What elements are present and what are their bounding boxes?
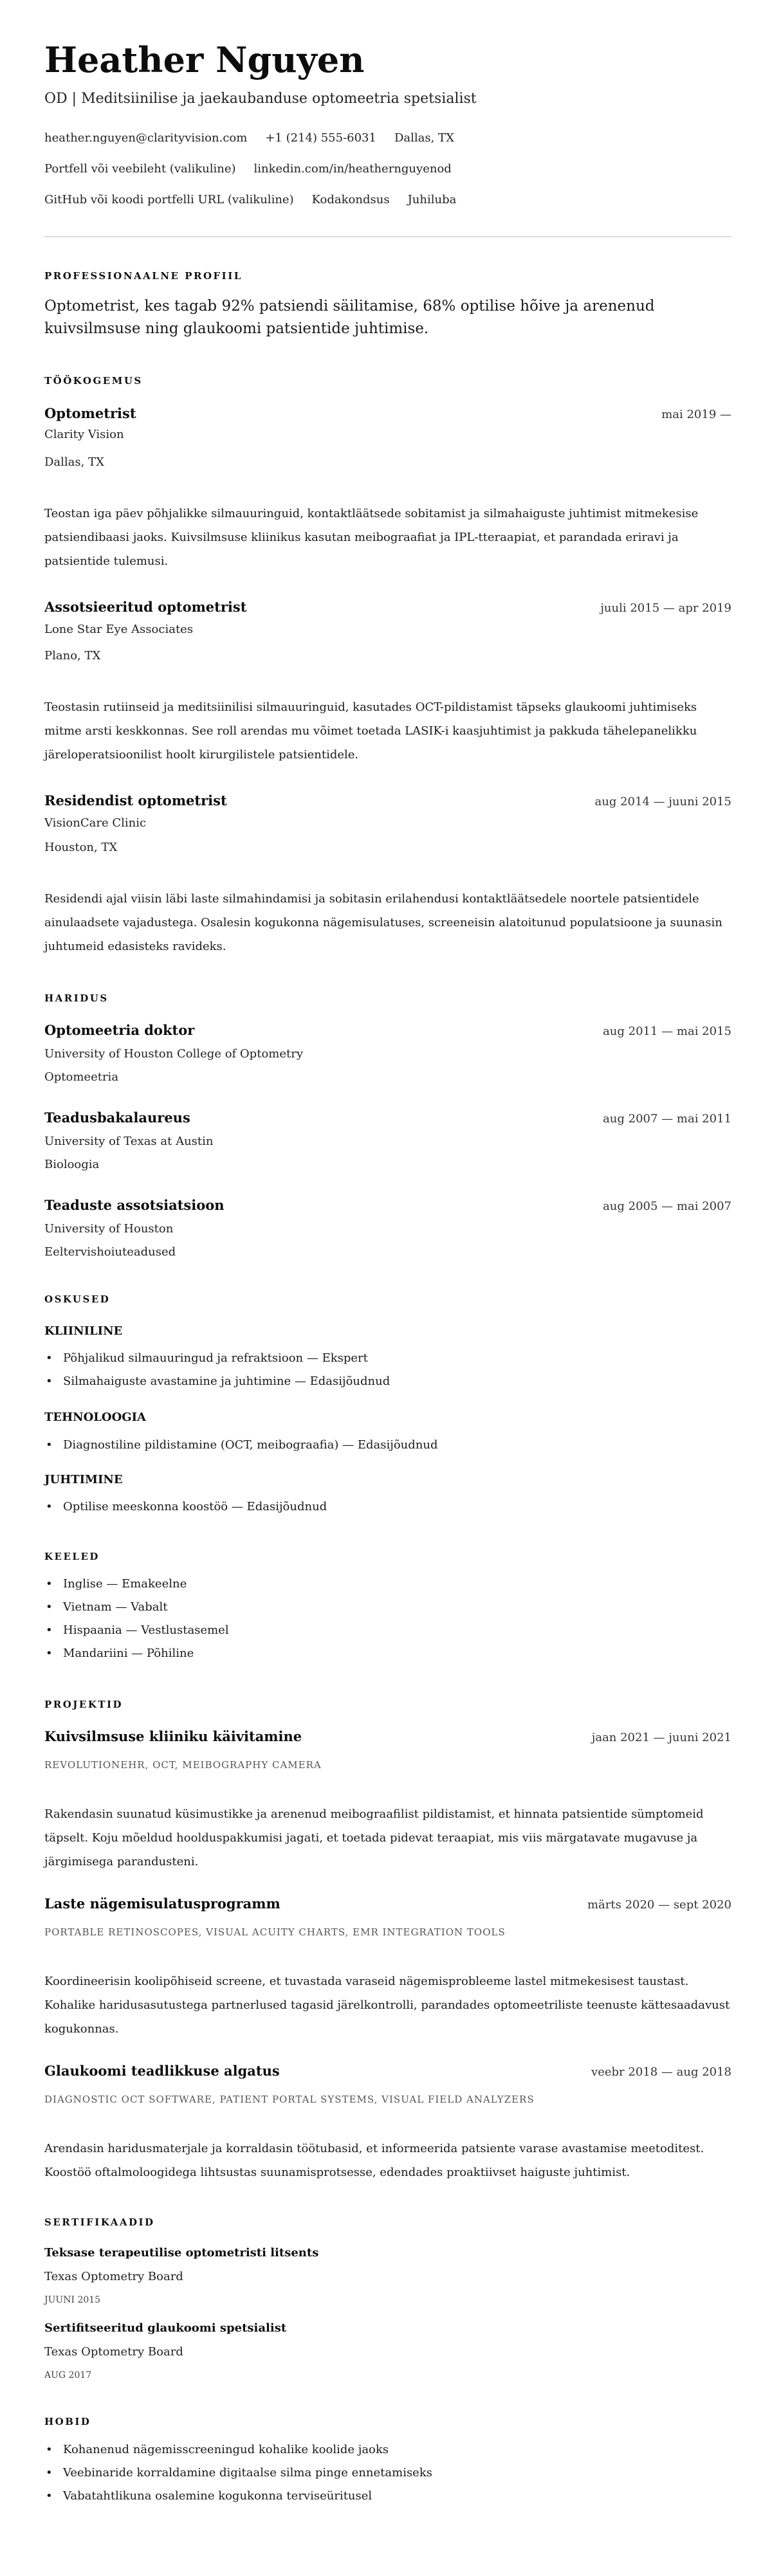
hobby-list — [44, 2438, 731, 2508]
experience-item — [44, 791, 731, 958]
hobby-item — [44, 2462, 731, 2485]
skill-text: Põhjalikud silmauuringud ja refraktsioon — Ekspert — [63, 1351, 368, 1365]
skill-text: Diagnostiline pildistamine (OCT, meibograafia) — Edasijõudnud — [63, 1438, 438, 1452]
job-company: Clarity Vision — [44, 428, 124, 441]
skill-item — [44, 1495, 731, 1519]
contact-location: Dallas, TX — [394, 131, 454, 145]
project-tech: REVOLUTIONEHR, OCT, MEIBOGRAPHY CAMERA — [44, 1759, 322, 1771]
section-heading-projects: PROJEKTID — [44, 1699, 124, 1710]
job-company: VisionCare Clinic — [44, 816, 147, 830]
contact-linkedin[interactable]: linkedin.com/in/heathernguyenod — [253, 162, 452, 176]
section-heading-profile: PROFESSIONAALNE PROFIIL — [44, 270, 243, 282]
skill-text: Optilise meeskonna koostöö — Edasijõudnud — [63, 1500, 327, 1513]
certificate-item — [44, 2243, 731, 2310]
hobby-text: Veebinaride korraldamine digitaalse silma pinge ennetamiseks — [63, 2466, 432, 2480]
job-title: Residendist optometrist — [44, 792, 227, 808]
job-company: Lone Star Eye Associates — [44, 623, 194, 636]
contact-github[interactable]: GitHub või koodi portfelli URL (valikuline) — [44, 193, 294, 206]
project-title: Kuivsilmsuse kliiniku käivitamine — [44, 1728, 302, 1744]
education-dates: aug 2011 — mai 2015 — [603, 1025, 731, 1038]
contact-row — [44, 185, 731, 215]
bullet-icon: • — [46, 2466, 53, 2480]
skill-item — [44, 1347, 731, 1370]
project-title: Laste nägemisulatusprogramm — [44, 1895, 280, 1912]
project-title: Glaukoomi teadlikkuse algatus — [44, 2063, 280, 2079]
contact-phone[interactable]: +1 (214) 555-6031 — [265, 131, 376, 145]
certificate-item — [44, 2319, 731, 2385]
hobby-text: Kohanenud nägemisscreeningud kohalike koolide jaoks — [63, 2443, 389, 2456]
section-heading-experience: TÖÖKOGEMUS — [44, 375, 143, 387]
language-list — [44, 1573, 731, 1665]
contact-drivers-license: Juhiluba — [407, 193, 457, 206]
language-text: Hispaania — Vestlustasemel — [63, 1623, 229, 1637]
bullet-icon: • — [46, 2443, 53, 2456]
language-item — [44, 1596, 731, 1619]
certificate-title: Sertifitseeritud glaukoomi spetsialist — [44, 2321, 287, 2335]
bullet-icon: • — [46, 1351, 53, 1365]
field-of-study: Optomeetria — [44, 1070, 119, 1084]
bullet-icon: • — [46, 1600, 53, 1614]
skill-group-title: JUHTIMINE — [44, 1473, 123, 1486]
header-divider — [44, 236, 731, 237]
certificate-title: Teksase terapeutilise optometristi litsents — [44, 2246, 319, 2260]
project-description: Koordineerisin koolipõhiseid screene, et tuvastada varaseid nägemisprobleeme lastel mitmekesisest taustast. Kohalike haridusasutustega partnerlused tagasid järelkontrolli, parandades optomeetriliste teenuste kättesaadavust kogukonnas. — [44, 1975, 730, 2036]
education-dates: aug 2005 — mai 2007 — [603, 1200, 731, 1213]
field-of-study: Bioloogia — [44, 1158, 100, 1171]
school-name: University of Houston College of Optometry — [44, 1047, 304, 1061]
project-dates: veebr 2018 — aug 2018 — [591, 2065, 731, 2079]
resume-header — [44, 41, 731, 215]
language-text: Vietnam — Vabalt — [63, 1600, 168, 1614]
education-dates: aug 2007 — mai 2011 — [603, 1112, 731, 1126]
experience-item — [44, 598, 731, 767]
certificate-date: JUUNI 2015 — [44, 2295, 101, 2305]
language-item — [44, 1619, 731, 1642]
skill-list — [44, 1347, 731, 1393]
contact-citizenship: Kodakondsus — [311, 193, 390, 206]
section-heading-languages: KEELED — [44, 1551, 100, 1562]
candidate-name: Heather Nguyen — [44, 39, 365, 80]
bullet-icon: • — [46, 1375, 53, 1388]
hobby-item — [44, 2485, 731, 2508]
field-of-study: Eeltervishoiuteadused — [44, 1245, 176, 1259]
skill-group-title: KLIINILINE — [44, 1324, 123, 1338]
bullet-icon: • — [46, 1647, 53, 1660]
job-title: Assotsieeritud optometrist — [44, 599, 247, 615]
contact-row — [44, 123, 731, 154]
degree-title: Teadusbakalaureus — [44, 1110, 190, 1126]
degree-title: Teaduste assotsiatsioon — [44, 1197, 225, 1213]
hobby-item — [44, 2438, 731, 2462]
skill-group-title: TEHNOLOOGIA — [44, 1411, 147, 1424]
job-location: Houston, TX — [44, 841, 118, 854]
contact-portfolio[interactable]: Portfell või veebileht (valikuline) — [44, 162, 236, 176]
section-heading-hobbies: HOBID — [44, 2416, 91, 2427]
bullet-icon: • — [46, 1577, 53, 1591]
project-description: Arendasin haridusmaterjale ja korraldasin töötubasid, et informeerida patsiente varase avastamise meetoditest. Koostöö oftalmoloogidega lihtsustas suunamisprotsesse, edendades proaktiivset haiguste juhtimist. — [44, 2142, 704, 2179]
language-item — [44, 1642, 731, 1665]
skill-item — [44, 1370, 731, 1393]
certificate-issuer: Texas Optometry Board — [44, 2345, 183, 2359]
education-item — [44, 1108, 731, 1174]
degree-title: Optomeetria doktor — [44, 1022, 195, 1038]
job-dates: mai 2019 — — [661, 408, 731, 421]
job-description: Teostan iga päev põhjalikke silmauuringuid, kontaktläätsede sobitamist ja silmahaiguste juhtimist mitmekesise patsiendibaasi jaoks. Kuivsilmsuse kliinikus kasutan meibograafiat ja IPL-tteraapiat, et parandada eriravi ja patsientide tulemusi. — [44, 507, 699, 568]
education-item — [44, 1021, 731, 1087]
education-item — [44, 1196, 731, 1262]
candidate-subtitle: OD | Meditsiinilise ja jaekaubanduse optomeetria spetsialist — [44, 91, 477, 107]
skill-list — [44, 1434, 731, 1457]
job-description: Teostasin rutiinseid ja meditsiinilisi silmauuringuid, kasutades OCT-pildistamist täpseks glaukoomi juhtimiseks mitme arsti keskkonnas. See roll arendas mu võimet toetada LASIK-i kaasjuhtimist ja pakkuda tähelepanelikku järeloperatsioonilist hoolt kirurgilistele patsientidele. — [44, 700, 697, 762]
project-tech: PORTABLE RETINOSCOPES, VISUAL ACUITY CHARTS, EMR INTEGRATION TOOLS — [44, 1926, 506, 1938]
job-dates: aug 2014 — juuni 2015 — [594, 795, 731, 808]
language-item — [44, 1573, 731, 1596]
contact-row — [44, 154, 731, 185]
skill-list — [44, 1495, 731, 1519]
certificate-issuer: Texas Optometry Board — [44, 2270, 183, 2283]
job-description: Residendi ajal viisin läbi laste silmahindamisi ja sobitasin erilahendusi kontaktläätsedele noortele patsientidele ainulaadsete vajadustega. Osalesin kogukonna nägemisulatuses, screeneisin alatoitunud populatsioone ja suunasin juhtumeid edasisteks ravideks. — [44, 892, 722, 953]
project-description: Rakendasin suunatud küsimustikke ja arenenud meibograafilist pildistamist, et hinnata patsientide sümptomeid täpselt. Koju mõeldud hoolduspakkumisi jagati, et toetada pidevat teraapiat, mis viis märgatavate mugavuse ja järgimisega parandusteni. — [44, 1807, 704, 1868]
hobby-text: Vabatahtlikuna osalemine kogukonna terviseüritusel — [63, 2489, 372, 2503]
project-item — [44, 1727, 731, 1874]
skill-text: Silmahaiguste avastamine ja juhtimine — Edasijõudnud — [63, 1375, 391, 1388]
experience-item — [44, 404, 731, 573]
project-dates: märts 2020 — sept 2020 — [587, 1898, 731, 1912]
bullet-icon: • — [46, 1623, 53, 1637]
school-name: University of Houston — [44, 1222, 174, 1236]
job-dates: juuli 2015 — apr 2019 — [600, 601, 731, 615]
job-title: Optometrist — [44, 405, 136, 421]
bullet-icon: • — [46, 1438, 53, 1452]
project-dates: jaan 2021 — juuni 2021 — [591, 1731, 731, 1744]
contact-email[interactable]: heather.nguyen@clarityvision.com — [44, 131, 248, 145]
job-location: Plano, TX — [44, 649, 101, 662]
bullet-icon: • — [46, 2489, 53, 2503]
school-name: University of Texas at Austin — [44, 1135, 214, 1148]
project-item — [44, 2061, 731, 2184]
skill-item — [44, 1434, 731, 1457]
bullet-icon: • — [46, 1500, 53, 1513]
section-heading-education: HARIDUS — [44, 992, 109, 1004]
section-heading-certificates: SERTIFIKAADID — [44, 2216, 155, 2228]
language-text: Mandariini — Põhiline — [63, 1647, 194, 1660]
project-item — [44, 1894, 731, 2041]
profile-summary: Optometrist, kes tagab 92% patsiendi säilitamise, 68% optilise hõive ja arenenud kuivsilmsuse ning glaukoomi patsientide juhtimise. — [44, 298, 655, 337]
language-text: Inglise — Emakeelne — [63, 1577, 187, 1591]
section-heading-skills: OSKUSED — [44, 1293, 111, 1305]
certificate-date: AUG 2017 — [44, 2370, 92, 2380]
job-location: Dallas, TX — [44, 455, 104, 469]
project-tech: DIAGNOSTIC OCT SOFTWARE, PATIENT PORTAL SYSTEMS, VISUAL FIELD ANALYZERS — [44, 2094, 535, 2105]
